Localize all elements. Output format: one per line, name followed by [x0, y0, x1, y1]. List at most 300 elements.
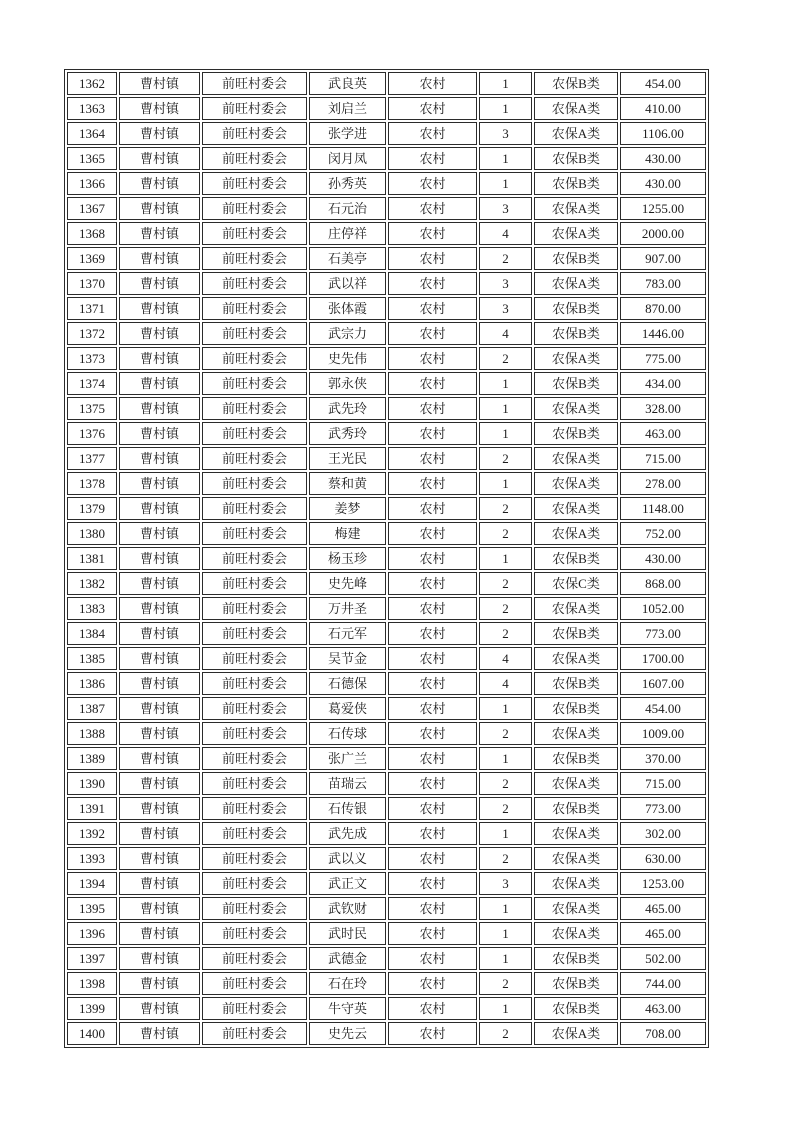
cell-village: 前旺村委会	[202, 347, 307, 370]
cell-person-count: 2	[479, 847, 532, 870]
cell-residence-type: 农村	[388, 347, 477, 370]
cell-town: 曹村镇	[119, 297, 200, 320]
cell-amount: 302.00	[620, 822, 706, 845]
cell-town: 曹村镇	[119, 822, 200, 845]
cell-village: 前旺村委会	[202, 122, 307, 145]
cell-residence-type: 农村	[388, 222, 477, 245]
cell-insurance-category: 农保A类	[534, 397, 618, 420]
cell-village: 前旺村委会	[202, 97, 307, 120]
cell-amount: 868.00	[620, 572, 706, 595]
cell-insurance-category: 农保A类	[534, 722, 618, 745]
cell-village: 前旺村委会	[202, 372, 307, 395]
cell-person-count: 2	[479, 347, 532, 370]
cell-town: 曹村镇	[119, 497, 200, 520]
cell-insurance-category: 农保B类	[534, 622, 618, 645]
cell-name: 刘启兰	[309, 97, 386, 120]
cell-serial: 1374	[67, 372, 117, 395]
cell-residence-type: 农村	[388, 922, 477, 945]
cell-serial: 1389	[67, 747, 117, 770]
cell-name: 武秀玲	[309, 422, 386, 445]
cell-insurance-category: 农保A类	[534, 922, 618, 945]
cell-person-count: 3	[479, 272, 532, 295]
cell-insurance-category: 农保A类	[534, 872, 618, 895]
cell-village: 前旺村委会	[202, 272, 307, 295]
cell-amount: 775.00	[620, 347, 706, 370]
table-row	[67, 747, 706, 770]
cell-town: 曹村镇	[119, 797, 200, 820]
cell-amount: 278.00	[620, 472, 706, 495]
cell-person-count: 2	[479, 247, 532, 270]
table-row	[67, 547, 706, 570]
cell-residence-type: 农村	[388, 772, 477, 795]
table-row	[67, 322, 706, 345]
cell-serial: 1390	[67, 772, 117, 795]
cell-town: 曹村镇	[119, 72, 200, 95]
cell-insurance-category: 农保B类	[534, 997, 618, 1020]
table-row	[67, 472, 706, 495]
cell-town: 曹村镇	[119, 547, 200, 570]
cell-village: 前旺村委会	[202, 897, 307, 920]
cell-residence-type: 农村	[388, 997, 477, 1020]
cell-village: 前旺村委会	[202, 547, 307, 570]
cell-amount: 773.00	[620, 622, 706, 645]
cell-serial: 1369	[67, 247, 117, 270]
cell-residence-type: 农村	[388, 372, 477, 395]
cell-insurance-category: 农保A类	[534, 272, 618, 295]
cell-name: 石德保	[309, 672, 386, 695]
cell-amount: 430.00	[620, 147, 706, 170]
cell-amount: 430.00	[620, 172, 706, 195]
table-row	[67, 722, 706, 745]
cell-person-count: 2	[479, 497, 532, 520]
cell-serial: 1362	[67, 72, 117, 95]
table-row	[67, 947, 706, 970]
cell-residence-type: 农村	[388, 472, 477, 495]
cell-town: 曹村镇	[119, 597, 200, 620]
cell-amount: 1106.00	[620, 122, 706, 145]
cell-village: 前旺村委会	[202, 597, 307, 620]
cell-village: 前旺村委会	[202, 622, 307, 645]
cell-town: 曹村镇	[119, 622, 200, 645]
cell-insurance-category: 农保A类	[534, 522, 618, 545]
table-row	[67, 697, 706, 720]
cell-insurance-category: 农保A类	[534, 197, 618, 220]
cell-village: 前旺村委会	[202, 747, 307, 770]
cell-residence-type: 农村	[388, 647, 477, 670]
table-row	[67, 172, 706, 195]
cell-insurance-category: 农保A类	[534, 122, 618, 145]
cell-insurance-category: 农保B类	[534, 947, 618, 970]
cell-village: 前旺村委会	[202, 322, 307, 345]
cell-town: 曹村镇	[119, 697, 200, 720]
cell-amount: 1052.00	[620, 597, 706, 620]
cell-person-count: 2	[479, 797, 532, 820]
cell-residence-type: 农村	[388, 572, 477, 595]
table-row	[67, 247, 706, 270]
cell-amount: 708.00	[620, 1022, 706, 1045]
cell-name: 武良英	[309, 72, 386, 95]
cell-town: 曹村镇	[119, 847, 200, 870]
cell-name: 石传银	[309, 797, 386, 820]
cell-name: 石元军	[309, 622, 386, 645]
cell-insurance-category: 农保A类	[534, 647, 618, 670]
cell-amount: 1148.00	[620, 497, 706, 520]
cell-amount: 630.00	[620, 847, 706, 870]
cell-village: 前旺村委会	[202, 447, 307, 470]
cell-amount: 463.00	[620, 422, 706, 445]
table-row	[67, 597, 706, 620]
table-row	[67, 347, 706, 370]
cell-insurance-category: 农保A类	[534, 897, 618, 920]
cell-serial: 1363	[67, 97, 117, 120]
cell-name: 孙秀英	[309, 172, 386, 195]
cell-residence-type: 农村	[388, 897, 477, 920]
cell-residence-type: 农村	[388, 397, 477, 420]
cell-name: 姜梦	[309, 497, 386, 520]
cell-amount: 2000.00	[620, 222, 706, 245]
table-body	[67, 72, 706, 1045]
cell-town: 曹村镇	[119, 172, 200, 195]
cell-person-count: 4	[479, 222, 532, 245]
cell-village: 前旺村委会	[202, 422, 307, 445]
cell-serial: 1394	[67, 872, 117, 895]
cell-serial: 1381	[67, 547, 117, 570]
table-row	[67, 297, 706, 320]
cell-person-count: 1	[479, 547, 532, 570]
cell-insurance-category: 农保B类	[534, 797, 618, 820]
cell-amount: 1700.00	[620, 647, 706, 670]
cell-name: 郭永侠	[309, 372, 386, 395]
cell-village: 前旺村委会	[202, 847, 307, 870]
cell-town: 曹村镇	[119, 997, 200, 1020]
cell-amount: 465.00	[620, 922, 706, 945]
cell-person-count: 3	[479, 122, 532, 145]
cell-town: 曹村镇	[119, 897, 200, 920]
cell-town: 曹村镇	[119, 422, 200, 445]
cell-village: 前旺村委会	[202, 297, 307, 320]
cell-person-count: 2	[479, 522, 532, 545]
cell-village: 前旺村委会	[202, 197, 307, 220]
cell-town: 曹村镇	[119, 397, 200, 420]
cell-town: 曹村镇	[119, 672, 200, 695]
cell-person-count: 4	[479, 672, 532, 695]
cell-village: 前旺村委会	[202, 947, 307, 970]
cell-residence-type: 农村	[388, 622, 477, 645]
cell-amount: 430.00	[620, 547, 706, 570]
cell-amount: 502.00	[620, 947, 706, 970]
cell-serial: 1383	[67, 597, 117, 620]
cell-residence-type: 农村	[388, 747, 477, 770]
cell-insurance-category: 农保A类	[534, 497, 618, 520]
cell-serial: 1384	[67, 622, 117, 645]
cell-village: 前旺村委会	[202, 472, 307, 495]
cell-town: 曹村镇	[119, 247, 200, 270]
cell-serial: 1377	[67, 447, 117, 470]
cell-serial: 1372	[67, 322, 117, 345]
cell-village: 前旺村委会	[202, 172, 307, 195]
cell-insurance-category: 农保B类	[534, 172, 618, 195]
cell-person-count: 3	[479, 197, 532, 220]
cell-village: 前旺村委会	[202, 772, 307, 795]
cell-insurance-category: 农保A类	[534, 1022, 618, 1045]
table-row	[67, 422, 706, 445]
table-row	[67, 897, 706, 920]
table-row	[67, 72, 706, 95]
cell-amount: 744.00	[620, 972, 706, 995]
cell-insurance-category: 农保B类	[534, 672, 618, 695]
cell-name: 石美亭	[309, 247, 386, 270]
cell-residence-type: 农村	[388, 672, 477, 695]
cell-person-count: 1	[479, 172, 532, 195]
cell-insurance-category: 农保A类	[534, 447, 618, 470]
cell-insurance-category: 农保B类	[534, 697, 618, 720]
cell-residence-type: 农村	[388, 297, 477, 320]
table-row	[67, 372, 706, 395]
table-row	[67, 922, 706, 945]
cell-person-count: 2	[479, 972, 532, 995]
table-row	[67, 447, 706, 470]
cell-village: 前旺村委会	[202, 147, 307, 170]
cell-person-count: 1	[479, 997, 532, 1020]
cell-serial: 1396	[67, 922, 117, 945]
cell-town: 曹村镇	[119, 447, 200, 470]
cell-serial: 1371	[67, 297, 117, 320]
cell-person-count: 1	[479, 947, 532, 970]
cell-serial: 1364	[67, 122, 117, 145]
cell-serial: 1398	[67, 972, 117, 995]
cell-name: 蔡和黄	[309, 472, 386, 495]
cell-name: 葛爱侠	[309, 697, 386, 720]
cell-town: 曹村镇	[119, 722, 200, 745]
cell-serial: 1373	[67, 347, 117, 370]
cell-name: 史先峰	[309, 572, 386, 595]
cell-amount: 454.00	[620, 697, 706, 720]
cell-person-count: 2	[479, 772, 532, 795]
table-row	[67, 847, 706, 870]
cell-residence-type: 农村	[388, 722, 477, 745]
cell-serial: 1399	[67, 997, 117, 1020]
cell-insurance-category: 农保B类	[534, 147, 618, 170]
cell-insurance-category: 农保B类	[534, 422, 618, 445]
cell-person-count: 1	[479, 822, 532, 845]
cell-residence-type: 农村	[388, 697, 477, 720]
cell-serial: 1379	[67, 497, 117, 520]
cell-person-count: 1	[479, 147, 532, 170]
cell-village: 前旺村委会	[202, 922, 307, 945]
cell-person-count: 1	[479, 397, 532, 420]
cell-residence-type: 农村	[388, 822, 477, 845]
cell-serial: 1388	[67, 722, 117, 745]
cell-residence-type: 农村	[388, 172, 477, 195]
cell-village: 前旺村委会	[202, 522, 307, 545]
cell-residence-type: 农村	[388, 197, 477, 220]
cell-name: 苗瑞云	[309, 772, 386, 795]
cell-amount: 1253.00	[620, 872, 706, 895]
table-row	[67, 197, 706, 220]
cell-village: 前旺村委会	[202, 722, 307, 745]
table-row	[67, 1022, 706, 1045]
cell-residence-type: 农村	[388, 872, 477, 895]
cell-name: 吴节金	[309, 647, 386, 670]
table-row	[67, 397, 706, 420]
cell-residence-type: 农村	[388, 147, 477, 170]
cell-town: 曹村镇	[119, 872, 200, 895]
cell-person-count: 2	[479, 622, 532, 645]
table-row	[67, 647, 706, 670]
cell-serial: 1370	[67, 272, 117, 295]
cell-person-count: 2	[479, 722, 532, 745]
cell-amount: 752.00	[620, 522, 706, 545]
cell-amount: 454.00	[620, 72, 706, 95]
cell-amount: 1255.00	[620, 197, 706, 220]
cell-name: 闵月凤	[309, 147, 386, 170]
cell-name: 石在玲	[309, 972, 386, 995]
cell-insurance-category: 农保A类	[534, 597, 618, 620]
cell-amount: 907.00	[620, 247, 706, 270]
cell-name: 武正文	[309, 872, 386, 895]
cell-person-count: 2	[479, 597, 532, 620]
cell-amount: 410.00	[620, 97, 706, 120]
cell-residence-type: 农村	[388, 422, 477, 445]
cell-person-count: 2	[479, 1022, 532, 1045]
cell-village: 前旺村委会	[202, 872, 307, 895]
cell-insurance-category: 农保A类	[534, 847, 618, 870]
cell-person-count: 1	[479, 472, 532, 495]
cell-residence-type: 农村	[388, 522, 477, 545]
cell-name: 武以义	[309, 847, 386, 870]
cell-name: 张学进	[309, 122, 386, 145]
cell-person-count: 1	[479, 97, 532, 120]
cell-amount: 1607.00	[620, 672, 706, 695]
table-row	[67, 122, 706, 145]
cell-residence-type: 农村	[388, 247, 477, 270]
cell-person-count: 4	[479, 647, 532, 670]
cell-person-count: 1	[479, 747, 532, 770]
pension-roster-table	[64, 69, 709, 1048]
cell-residence-type: 农村	[388, 547, 477, 570]
cell-village: 前旺村委会	[202, 822, 307, 845]
cell-name: 庄停祥	[309, 222, 386, 245]
cell-village: 前旺村委会	[202, 572, 307, 595]
cell-person-count: 1	[479, 697, 532, 720]
cell-serial: 1366	[67, 172, 117, 195]
cell-amount: 870.00	[620, 297, 706, 320]
cell-insurance-category: 农保B类	[534, 372, 618, 395]
cell-name: 武先成	[309, 822, 386, 845]
cell-serial: 1382	[67, 572, 117, 595]
cell-town: 曹村镇	[119, 947, 200, 970]
cell-village: 前旺村委会	[202, 697, 307, 720]
table-row	[67, 997, 706, 1020]
cell-town: 曹村镇	[119, 1022, 200, 1045]
cell-name: 牛守英	[309, 997, 386, 1020]
cell-serial: 1386	[67, 672, 117, 695]
cell-town: 曹村镇	[119, 322, 200, 345]
cell-insurance-category: 农保A类	[534, 97, 618, 120]
cell-serial: 1385	[67, 647, 117, 670]
table-row	[67, 672, 706, 695]
cell-amount: 715.00	[620, 447, 706, 470]
cell-person-count: 4	[479, 322, 532, 345]
cell-insurance-category: 农保C类	[534, 572, 618, 595]
cell-town: 曹村镇	[119, 922, 200, 945]
cell-amount: 1009.00	[620, 722, 706, 745]
cell-name: 石元治	[309, 197, 386, 220]
cell-residence-type: 农村	[388, 947, 477, 970]
cell-town: 曹村镇	[119, 272, 200, 295]
table-row	[67, 797, 706, 820]
cell-insurance-category: 农保B类	[534, 322, 618, 345]
cell-amount: 434.00	[620, 372, 706, 395]
cell-insurance-category: 农保A类	[534, 472, 618, 495]
table-row	[67, 772, 706, 795]
cell-serial: 1367	[67, 197, 117, 220]
cell-serial: 1380	[67, 522, 117, 545]
cell-residence-type: 农村	[388, 122, 477, 145]
cell-name: 武先玲	[309, 397, 386, 420]
cell-serial: 1387	[67, 697, 117, 720]
cell-residence-type: 农村	[388, 497, 477, 520]
cell-name: 王光民	[309, 447, 386, 470]
cell-serial: 1365	[67, 147, 117, 170]
cell-village: 前旺村委会	[202, 72, 307, 95]
table-row	[67, 147, 706, 170]
cell-insurance-category: 农保B类	[534, 297, 618, 320]
cell-serial: 1375	[67, 397, 117, 420]
cell-insurance-category: 农保B类	[534, 72, 618, 95]
cell-village: 前旺村委会	[202, 647, 307, 670]
cell-town: 曹村镇	[119, 372, 200, 395]
cell-name: 武时民	[309, 922, 386, 945]
cell-village: 前旺村委会	[202, 397, 307, 420]
table-row	[67, 97, 706, 120]
cell-town: 曹村镇	[119, 147, 200, 170]
cell-person-count: 3	[479, 297, 532, 320]
cell-name: 史先伟	[309, 347, 386, 370]
cell-village: 前旺村委会	[202, 222, 307, 245]
cell-serial: 1392	[67, 822, 117, 845]
cell-serial: 1397	[67, 947, 117, 970]
cell-town: 曹村镇	[119, 772, 200, 795]
cell-person-count: 1	[479, 72, 532, 95]
cell-insurance-category: 农保A类	[534, 222, 618, 245]
cell-town: 曹村镇	[119, 472, 200, 495]
table-row	[67, 522, 706, 545]
cell-village: 前旺村委会	[202, 797, 307, 820]
cell-name: 梅建	[309, 522, 386, 545]
cell-insurance-category: 农保B类	[534, 547, 618, 570]
cell-amount: 1446.00	[620, 322, 706, 345]
cell-person-count: 2	[479, 447, 532, 470]
cell-insurance-category: 农保A类	[534, 772, 618, 795]
cell-town: 曹村镇	[119, 122, 200, 145]
cell-residence-type: 农村	[388, 597, 477, 620]
table-row	[67, 497, 706, 520]
cell-residence-type: 农村	[388, 972, 477, 995]
cell-residence-type: 农村	[388, 797, 477, 820]
cell-insurance-category: 农保B类	[534, 972, 618, 995]
cell-residence-type: 农村	[388, 447, 477, 470]
cell-person-count: 1	[479, 372, 532, 395]
cell-name: 张广兰	[309, 747, 386, 770]
cell-town: 曹村镇	[119, 222, 200, 245]
table-row	[67, 622, 706, 645]
cell-village: 前旺村委会	[202, 247, 307, 270]
cell-person-count: 3	[479, 872, 532, 895]
cell-amount: 463.00	[620, 997, 706, 1020]
cell-insurance-category: 农保A类	[534, 347, 618, 370]
cell-village: 前旺村委会	[202, 997, 307, 1020]
